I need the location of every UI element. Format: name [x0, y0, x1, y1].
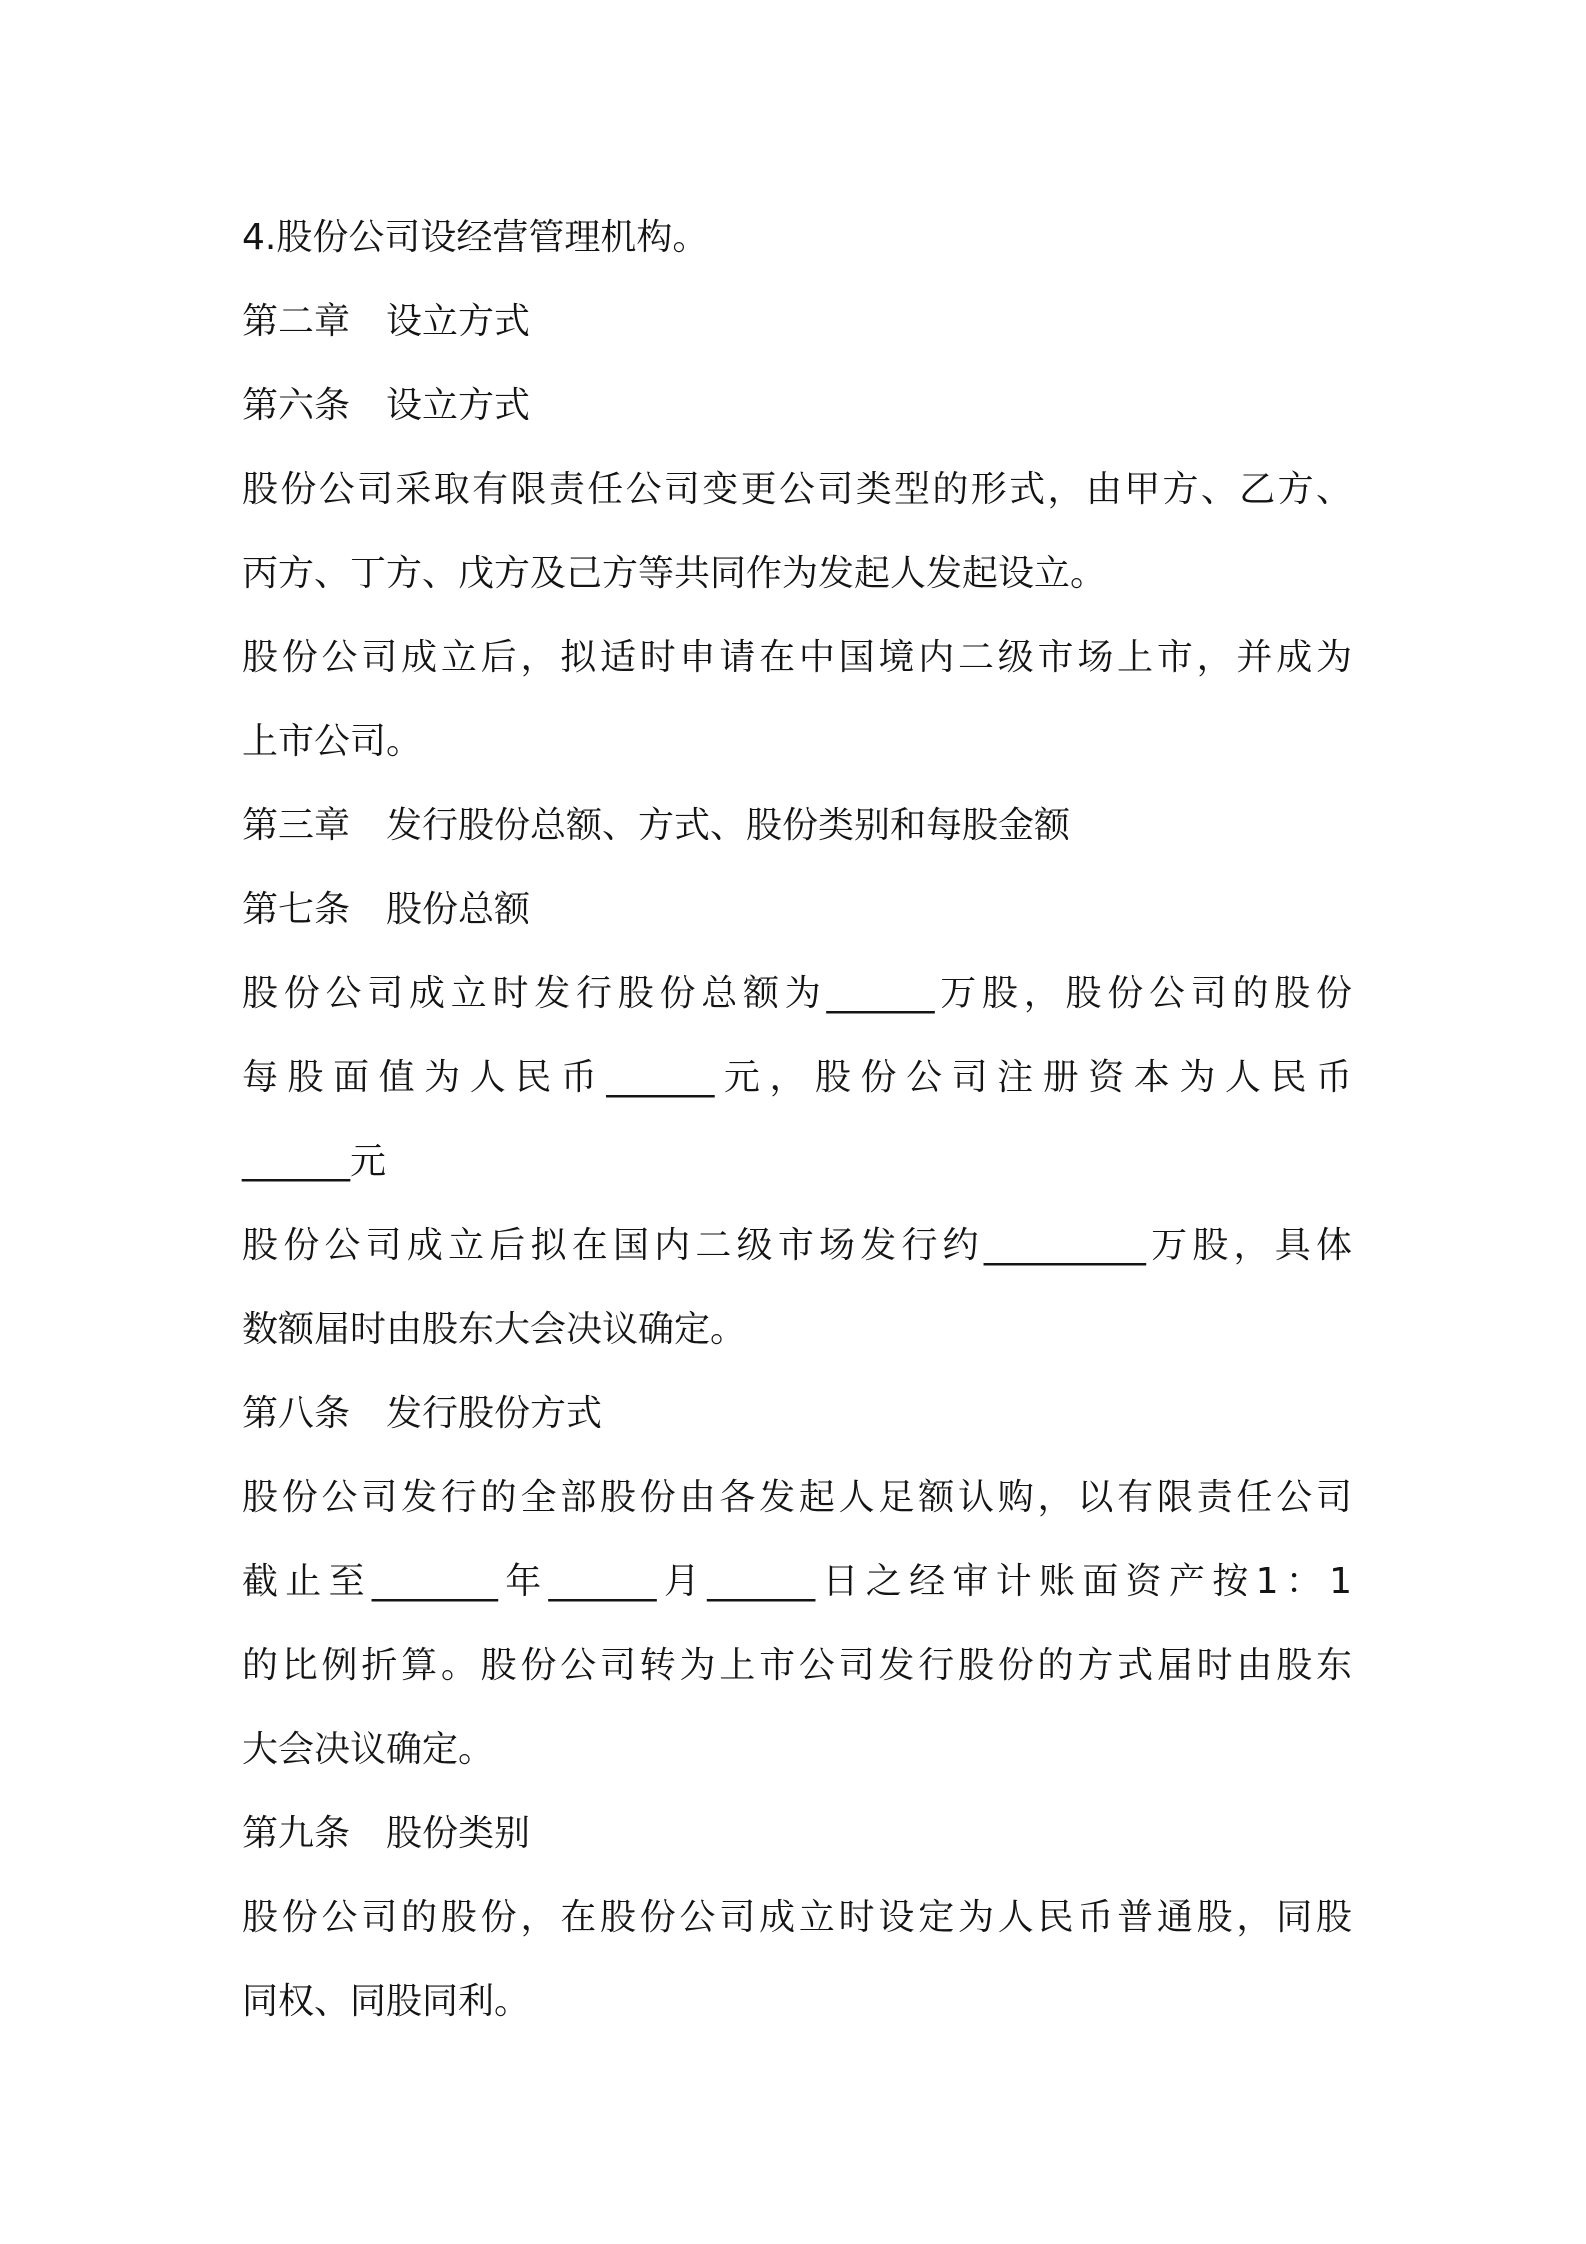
article-heading-7: 第七条 股份总额 — [242, 889, 531, 930]
article-heading-8: 第八条 发行股份方式 — [242, 1393, 603, 1434]
paragraph-line: 上市公司。 — [242, 721, 423, 762]
document-body — [242, 196, 1352, 2044]
paragraph-line: 股份公司采取有限责任公司变更公司类型的形式，由甲方、乙方、 — [242, 469, 1352, 510]
paragraph-line: 数额届时由股东大会决议确定。 — [242, 1309, 747, 1350]
paragraph-line: 截止至_______年______月______日之经审计账面资产按1：1 — [242, 1561, 1352, 1602]
paragraph-line: 大会决议确定。 — [242, 1729, 495, 1770]
paragraph-line: 每股面值为人民币______元，股份公司注册资本为人民币 — [242, 1057, 1352, 1098]
article-heading-6: 第六条 设立方式 — [242, 385, 531, 426]
paragraph-line: 股份公司发行的全部股份由各发起人足额认购，以有限责任公司 — [242, 1477, 1352, 1518]
paragraph-line: 股份公司成立后拟在国内二级市场发行约_________万股，具体 — [242, 1225, 1352, 1266]
clause-item-4: 4.股份公司设经营管理机构。 — [242, 217, 709, 258]
chapter-heading-2: 第二章 设立方式 — [242, 301, 531, 342]
paragraph-line: 股份公司的股份，在股份公司成立时设定为人民币普通股，同股 — [242, 1897, 1352, 1938]
paragraph-line: 同权、同股同利。 — [242, 1981, 531, 2022]
paragraph-line: 的比例折算。股份公司转为上市公司发行股份的方式届时由股东 — [242, 1645, 1352, 1686]
article-heading-9: 第九条 股份类别 — [242, 1813, 531, 1854]
paragraph-line: 丙方、丁方、戊方及己方等共同作为发起人发起设立。 — [242, 553, 1107, 594]
paragraph-line: 股份公司成立后，拟适时申请在中国境内二级市场上市，并成为 — [242, 637, 1352, 678]
paragraph-line: ______元 — [242, 1141, 387, 1182]
chapter-heading-3: 第三章 发行股份总额、方式、股份类别和每股金额 — [242, 805, 1071, 846]
paragraph-line: 股份公司成立时发行股份总额为______万股，股份公司的股份 — [242, 973, 1352, 1014]
